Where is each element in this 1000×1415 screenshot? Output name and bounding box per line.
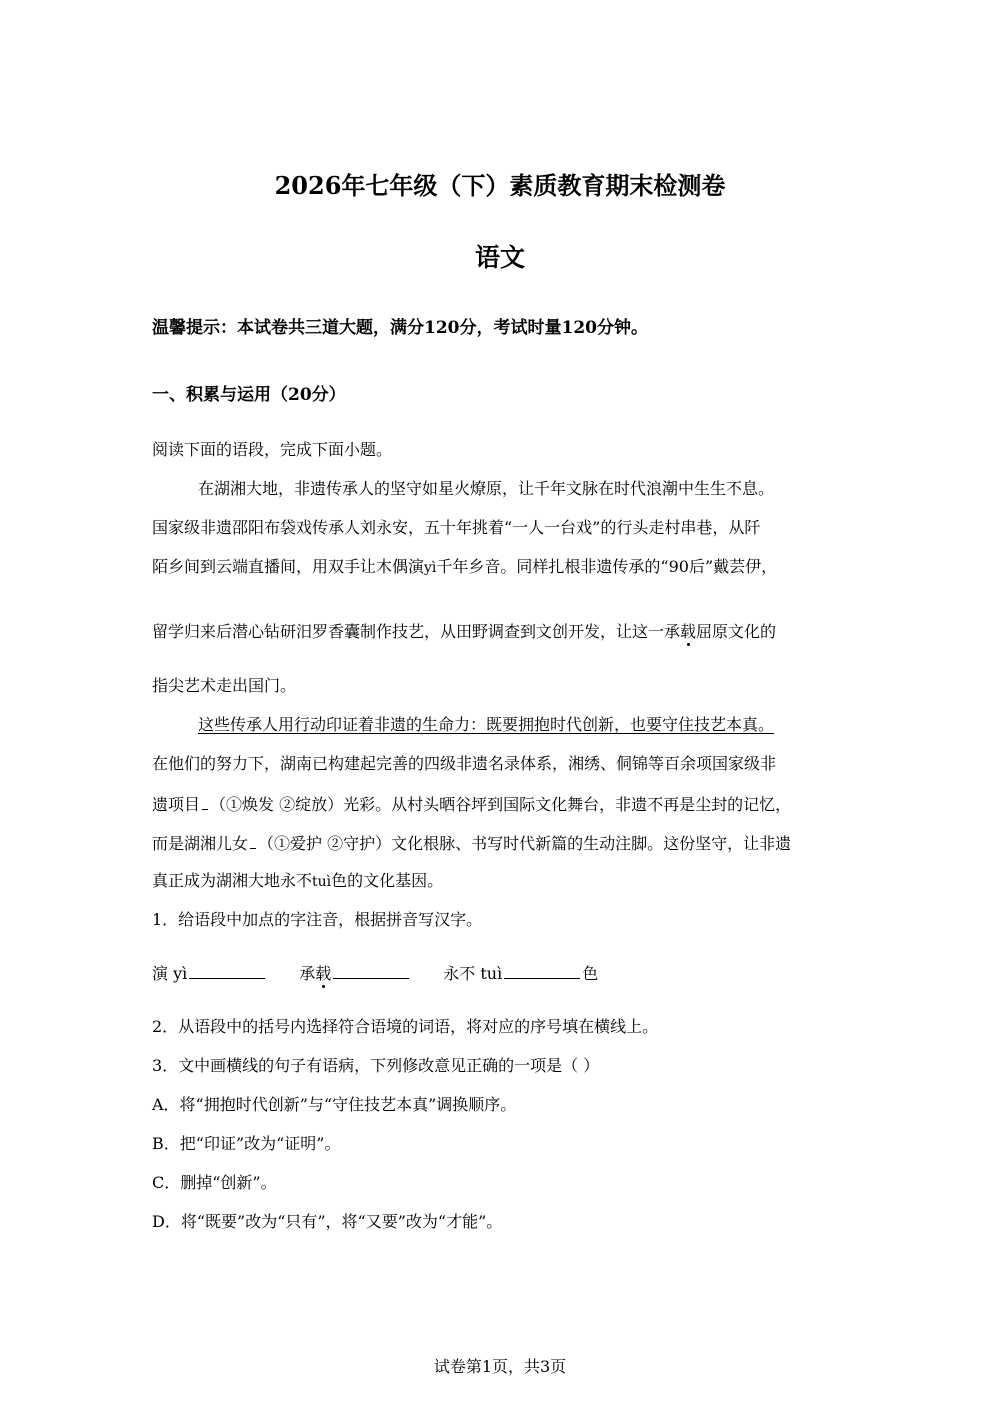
question-1: 1．给语段中加点的字注音，根据拼音写汉字。 [152,910,483,929]
passage-line [152,871,443,892]
passage-line [152,832,791,854]
passage-text: 遗项目 [152,795,201,814]
passage-text: 色的文化基因。 [331,871,444,890]
page-footer: 试卷第1页，共3页 [433,1357,567,1376]
answer-blank-yi[interactable] [189,962,265,979]
passage-text: 陌乡间到云端直播间，用双手让木偶演 [152,557,425,576]
passage-text: 真正成为湖湘大地永不 [152,871,313,890]
pinyin-yi: yì [424,560,437,576]
answer-label-zai: 承 [299,964,316,983]
answer-blank-tui[interactable] [504,962,580,979]
passage-text: 千年乡音。同样扎根非遗传承的“90后”戴芸伊， [436,557,778,576]
passage-line: 在湖湘大地，非遗传承人的坚守如星火燎原，让千年文脉在时代浪潮中生生不息。 [198,479,775,498]
passage-line: 指尖艺术走出国门。 [152,676,297,695]
underlined-sentence: 这些传承人用行动印证着非遗的生命力：既要拥抱时代创新，也要守住技艺本真。 [198,715,775,734]
passage-text: 而是湖湘儿女 [152,834,249,853]
exam-title: 2026年七年级（下）素质教育期末检测卷 [274,171,726,200]
pinyin-tui: tuì [312,874,332,890]
question-2: 2．从语段中的括号内选择符合语境的词语，将对应的序号填在横线上。 [152,1017,659,1036]
passage-line: 国家级非遗邵阳布袋戏传承人刘永安，五十年挑着“一人一台戏”的行头走村串巷，从阡 [152,518,761,537]
option-d[interactable]: D．将“既要”改为“只有”，将“又要”改为“才能”。 [152,1212,503,1231]
passage-line: 在他们的努力下，湖南已构建起完善的四级非遗名录体系，湘绣、侗锦等百余项国家级非 [152,754,777,773]
answer-blank-zai[interactable] [333,962,409,979]
answer-blank[interactable] [202,793,208,810]
passage-text: 屈原文化的 [696,622,777,641]
dotted-char-zai: 载 [680,622,697,641]
dotted-char-zai: 载 [315,964,332,983]
exam-notice: 温馨提示：本试卷共三道大题，满分120分，考试时量120分钟。 [152,318,648,338]
answer-label-tui: 永不 tuì [443,964,503,983]
option-a[interactable]: A．将“拥抱时代创新”与“守住技艺本真”调换顺序。 [152,1095,517,1114]
passage-text: （①爱护 ②守护）文化根脉、书写时代新篇的生动注脚。这份坚守，让非遗 [258,834,792,853]
passage-text: （①焕发 ②绽放）光彩。从村头晒谷坪到国际文化舞台，非遗不再是尘封的记忆， [210,795,792,814]
question-3: 3．文中画横线的句子有语病，下列修改意见正确的一项是（ ） [152,1056,600,1075]
section-heading: 一、积累与运用（20分） [152,385,346,405]
question-1-answers [152,962,598,984]
answer-blank[interactable] [250,832,256,849]
option-c[interactable]: C．删掉“创新”。 [152,1173,277,1192]
passage-line [152,793,791,815]
reading-intro: 阅读下面的语段，完成下面小题。 [152,440,393,459]
answer-label-yi: 演 yì [152,964,188,983]
subject-title: 语文 [474,243,525,272]
option-b[interactable]: B．把“印证”改为“证明”。 [152,1134,341,1153]
passage-line [152,622,776,642]
passage-text: 留学归来后潜心钻研汨罗香囊制作技艺，从田野调查到文创开发，让这一承 [152,622,681,641]
answer-suffix: 色 [582,964,599,983]
passage-line [152,557,777,578]
